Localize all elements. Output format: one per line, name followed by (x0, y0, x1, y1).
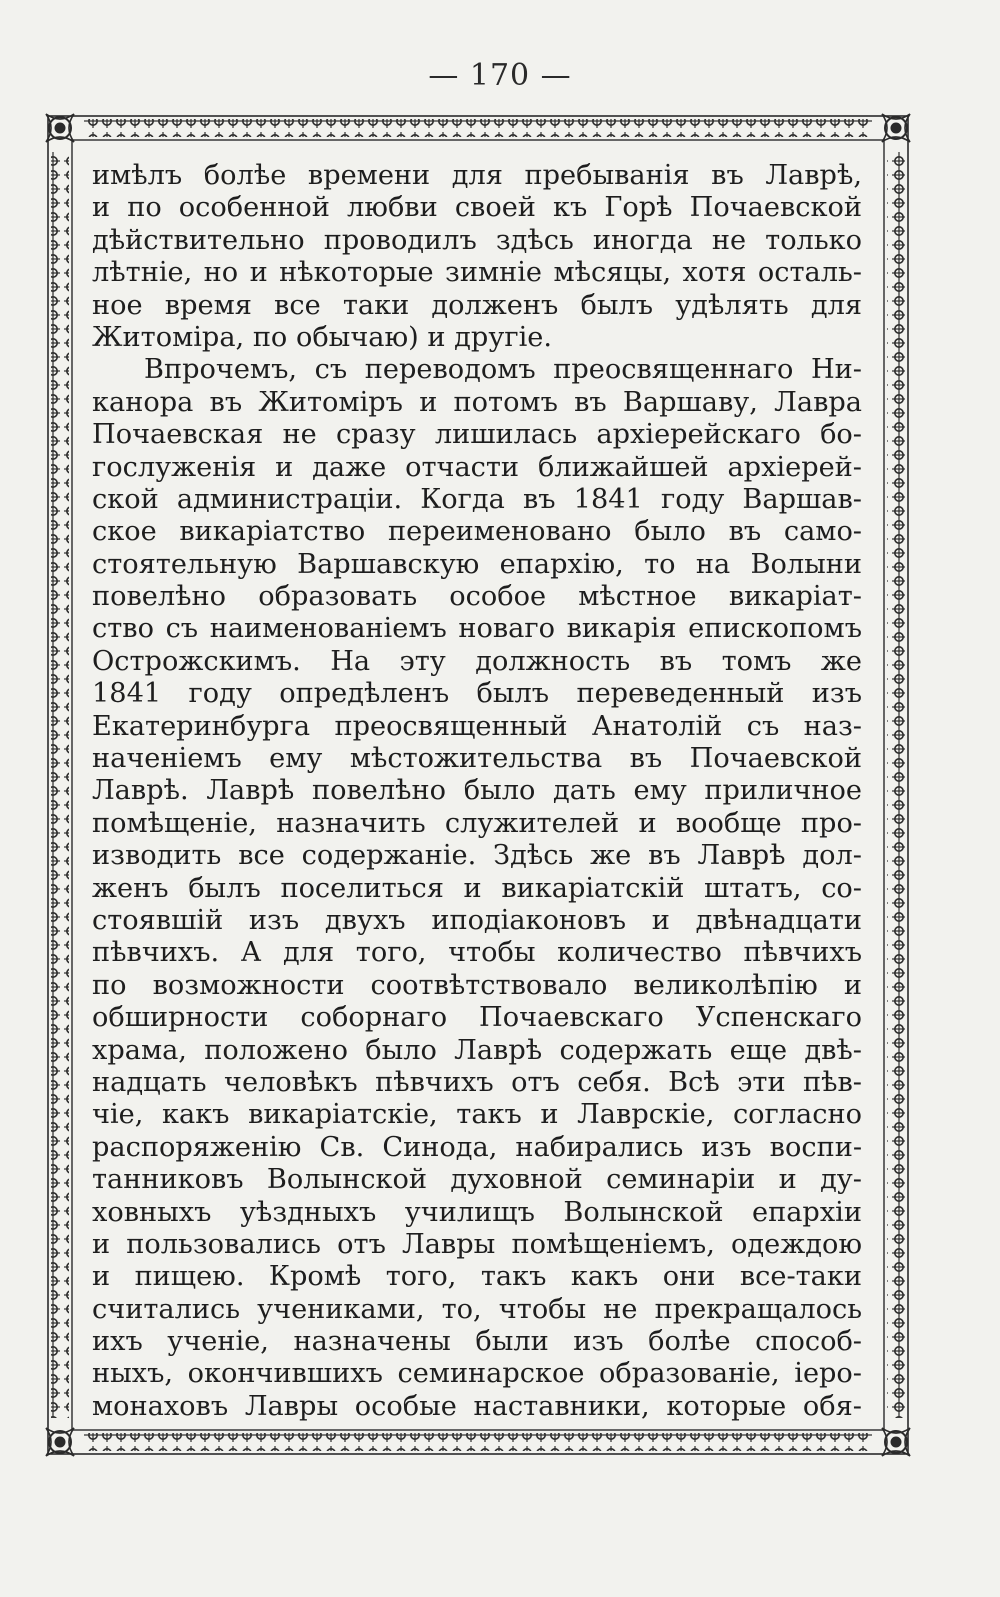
text-line: пѣвчихъ. А для того, чтобы количество пѣвчихъ (92, 937, 862, 969)
text-line: ное время все таки долженъ былъ удѣлять для (92, 289, 862, 321)
text-line: ство съ наименованіемъ новаго викарія епископомъ (92, 613, 862, 645)
body-text (92, 160, 862, 1423)
text-line: ской администраціи. Когда въ 1841 году Варшав- (92, 483, 862, 515)
text-line: танниковъ Волынской духовной семинаріи и ду- (92, 1164, 862, 1196)
text-line: лѣтніе, но и нѣкоторые зимніе мѣсяцы, хотя осталь- (92, 257, 862, 289)
text-line: и по особенной любви своей къ Горѣ Почаевской (92, 192, 862, 224)
text-line: и пищею. Кромѣ того, такъ какъ они все-таки (92, 1261, 862, 1293)
text-line: ихъ ученіе, назначены были изъ болѣе способ- (92, 1326, 862, 1358)
text-line: стоятельную Варшавскую епархію, то на Волыни (92, 548, 862, 580)
text-line: Житоміра, по обычаю) и другіе. (92, 321, 552, 353)
text-line: имѣлъ болѣе времени для пребыванія въ Лаврѣ, (92, 160, 862, 191)
text-line: надцать человѣкъ пѣвчихъ отъ себя. Всѣ эти пѣв- (92, 1066, 862, 1098)
text-line: по возможности соотвѣтствовало великолѣпію и (92, 969, 862, 1001)
text-line: наченіемъ ему мѣстожительства въ Почаевской (92, 743, 862, 775)
text-line: стоявшій изъ двухъ иподіаконовъ и двѣнадцати (92, 904, 862, 936)
text-line: канора въ Житоміръ и потомъ въ Варшаву, Лавра (92, 386, 862, 418)
text-line: Впрочемъ, съ переводомъ преосвященнаго Ни- (144, 354, 862, 386)
text-line: и пользовались отъ Лавры помѣщеніемъ, одеждою (92, 1228, 862, 1260)
text-line: Острожскимъ. На эту должность въ томъ же (92, 645, 862, 677)
text-line: гослуженія и даже отчасти ближайшей архіерей- (92, 451, 862, 483)
text-line: ское викаріатство переименовано было въ само- (92, 516, 862, 548)
text-line: Лаврѣ. Лаврѣ повелѣно было дать ему приличное (92, 775, 862, 807)
text-line: считались учениками, то, чтобы не прекращалось (92, 1293, 862, 1325)
text-line: обширности соборнаго Почаевскаго Успенскаго (92, 1002, 862, 1034)
text-line: Екатеринбурга преосвященный Анатолій съ наз- (92, 710, 862, 742)
text-line: монаховъ Лавры особые наставники, которые обя- (92, 1390, 862, 1422)
text-line: помѣщеніе, назначить служителей и вообще про- (92, 807, 862, 839)
text-line: храма, положено было Лаврѣ содержать еще двѣ- (92, 1034, 862, 1066)
text-line: повелѣно образовать особое мѣстное викаріат- (92, 581, 862, 613)
text-line: дѣйствительно проводилъ здѣсь иногда не только (92, 224, 862, 256)
text-line: 1841 году опредѣленъ былъ переведенный изъ (92, 678, 862, 710)
text-line: женъ былъ поселиться и викаріатскій штатъ, со- (92, 872, 862, 904)
text-line: ховныхъ уѣздныхъ училищъ Волынской епархіи (92, 1196, 862, 1228)
text-line: чіе, какъ викаріатскіе, такъ и Лаврскіе, согласно (92, 1099, 862, 1131)
page-number: — 170 — (428, 58, 572, 93)
text-line: ныхъ, окончившихъ семинарское образованіе, іеро- (92, 1358, 862, 1390)
text-line: Почаевская не сразу лишилась архіерейскаго бо- (92, 419, 862, 451)
text-line: изводить все содержаніе. Здѣсь же въ Лаврѣ дол- (92, 840, 862, 872)
text-line: распоряженію Св. Синода, набирались изъ воспи- (92, 1131, 862, 1163)
